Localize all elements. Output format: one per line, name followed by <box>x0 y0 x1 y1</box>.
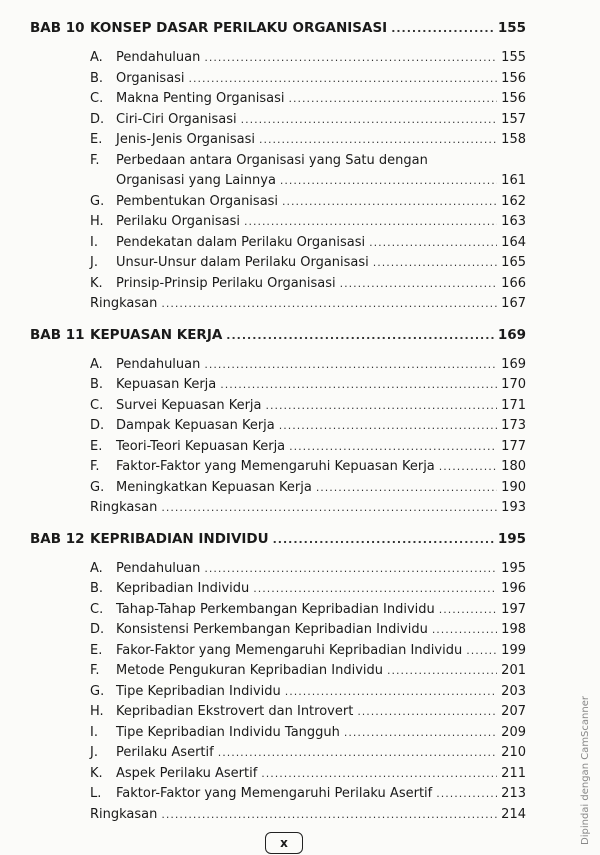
leader-dots <box>285 682 497 703</box>
list-item <box>30 723 526 744</box>
item-letter: G. <box>90 193 105 209</box>
leader-dots <box>289 437 497 458</box>
list-item <box>30 355 526 376</box>
item-title: Unsur-Unsur dalam Perilaku Organisasi <box>116 255 369 270</box>
leader-dots <box>282 192 497 213</box>
item-letter: H. <box>90 214 104 229</box>
item-letter: G. <box>90 683 105 699</box>
item-page: 163 <box>501 214 526 229</box>
leader-dots <box>161 294 497 315</box>
item-letter: C. <box>90 91 104 106</box>
summary-item <box>30 498 526 519</box>
summary-title: Ringkasan <box>90 296 158 311</box>
chapter-number: BAB 11 <box>30 326 85 343</box>
leader-dots <box>316 478 497 499</box>
item-letter: F. <box>90 663 100 678</box>
item-title: Organisasi <box>116 70 185 86</box>
leader-dots <box>280 171 497 192</box>
list-item <box>30 559 526 580</box>
item-title: Metode Pengukuran Kepribadian Individu <box>116 663 384 678</box>
leader-dots <box>220 375 497 396</box>
list-item <box>30 89 526 110</box>
item-page: 196 <box>501 581 526 596</box>
leader-dots <box>204 355 497 376</box>
leader-dots <box>266 396 498 417</box>
item-title: Makna Penting Organisasi <box>116 91 285 106</box>
item-page: 180 <box>501 459 526 474</box>
chapter-title: KEPUASAN KERJA <box>90 326 223 343</box>
list-item <box>30 579 526 600</box>
item-page: 164 <box>501 234 526 250</box>
item-page: 211 <box>501 765 526 781</box>
item-letter: A. <box>90 356 103 372</box>
item-page: 158 <box>501 132 526 147</box>
chapter-title: KONSEP DASAR PERILAKU ORGANISASI <box>90 20 388 36</box>
leader-dots <box>253 579 497 600</box>
chapter-heading <box>30 20 526 48</box>
leader-dots <box>344 723 497 744</box>
list-item <box>30 396 526 417</box>
leader-dots <box>273 533 494 546</box>
item-title: Aspek Perilaku Asertif <box>116 765 258 781</box>
list-item <box>30 212 526 233</box>
item-letter: C. <box>90 397 104 413</box>
summary-title: Ringkasan <box>90 806 158 822</box>
list-item <box>30 48 526 69</box>
list-item <box>30 437 526 458</box>
list-item <box>30 233 526 254</box>
item-letter: E. <box>90 438 103 454</box>
chapter-number: BAB 10 <box>30 20 85 36</box>
item-title: Pendahuluan <box>116 560 201 576</box>
item-page: 177 <box>501 438 526 454</box>
item-title: Perbedaan antara Organisasi yang Satu dengan <box>116 152 428 168</box>
leader-dots <box>241 110 498 131</box>
item-page: 170 <box>501 377 526 392</box>
chapter-page: 195 <box>497 530 526 547</box>
list-item <box>30 375 526 396</box>
item-page: 199 <box>501 642 526 658</box>
list-item <box>30 600 526 621</box>
chapter-10 <box>30 20 526 315</box>
item-title: Perilaku Asertif <box>116 745 214 760</box>
leader-dots <box>357 702 497 723</box>
item-letter: E. <box>90 132 103 147</box>
list-item <box>30 764 526 785</box>
item-page: 195 <box>501 560 526 576</box>
item-title: Kepuasan Kerja <box>116 377 217 392</box>
item-title: Meningkatkan Kepuasan Kerja <box>116 479 312 495</box>
item-title-continued: Organisasi yang Lainnya <box>116 173 276 188</box>
leader-dots <box>204 48 497 69</box>
item-letter: K. <box>90 765 103 781</box>
table-of-contents <box>30 20 526 825</box>
leader-dots <box>340 274 498 295</box>
item-letter: H. <box>90 704 104 719</box>
item-page: 156 <box>501 70 526 86</box>
list-item <box>30 69 526 90</box>
item-letter: I. <box>90 724 98 740</box>
list-item <box>30 274 526 295</box>
item-title: Ciri-Ciri Organisasi <box>116 111 237 127</box>
leader-dots <box>439 457 497 478</box>
item-title: Dampak Kepuasan Kerja <box>116 418 275 433</box>
item-page: 157 <box>501 111 526 127</box>
item-letter: G. <box>90 479 105 495</box>
item-title: Kepribadian Ekstrovert dan Introvert <box>116 704 354 719</box>
list-item <box>30 682 526 703</box>
list-item <box>30 620 526 641</box>
item-title: Pendahuluan <box>116 356 201 372</box>
item-page: 156 <box>501 91 526 106</box>
leader-dots <box>226 329 494 342</box>
item-page: 155 <box>501 50 526 65</box>
leader-dots <box>391 22 494 35</box>
item-title: Tipe Kepribadian Individu <box>116 683 281 699</box>
item-letter: I. <box>90 234 98 250</box>
list-item <box>30 416 526 437</box>
item-title: Pendahuluan <box>116 50 201 65</box>
leader-dots <box>289 89 498 110</box>
list-item <box>30 192 526 213</box>
item-title: Perilaku Organisasi <box>116 214 240 229</box>
item-title: Fakor-Faktor yang Memengaruhi Kepribadian Individu <box>116 642 463 658</box>
item-title: Prinsip-Prinsip Perilaku Organisasi <box>116 275 336 291</box>
item-page: 213 <box>501 786 526 801</box>
list-item <box>30 743 526 764</box>
leader-dots <box>373 253 497 274</box>
item-page: 161 <box>501 173 526 188</box>
item-title: Faktor-Faktor yang Memengaruhi Kepuasan Kerja <box>116 459 435 474</box>
item-letter: F. <box>90 459 100 474</box>
item-title: Pembentukan Organisasi <box>116 193 279 209</box>
item-title: Tipe Kepribadian Individu Tangguh <box>116 724 340 740</box>
item-letter: F. <box>90 152 100 168</box>
chapter-page: 169 <box>497 326 526 343</box>
leader-dots <box>279 416 497 437</box>
item-page: 197 <box>501 601 526 617</box>
page-number: x <box>265 832 303 854</box>
item-title: Jenis-Jenis Organisasi <box>116 132 256 147</box>
chapter-heading <box>30 531 526 559</box>
list-item <box>30 661 526 682</box>
leader-dots <box>432 620 497 641</box>
summary-page: 193 <box>501 500 526 515</box>
leader-dots <box>369 233 497 254</box>
item-letter: D. <box>90 111 105 127</box>
chapter-12 <box>30 531 526 826</box>
leader-dots <box>439 600 497 621</box>
item-title: Survei Kepuasan Kerja <box>116 397 262 413</box>
item-page: 169 <box>501 356 526 372</box>
summary-page: 167 <box>501 296 526 311</box>
item-title: Kepribadian Individu <box>116 581 250 596</box>
leader-dots <box>204 559 497 580</box>
item-letter: J. <box>90 255 98 270</box>
list-item <box>30 151 526 192</box>
leader-dots <box>244 212 497 233</box>
item-page: 207 <box>501 704 526 719</box>
leader-dots <box>387 661 497 682</box>
item-letter: A. <box>90 50 103 65</box>
item-page: 165 <box>501 255 526 270</box>
item-title: Teori-Teori Kepuasan Kerja <box>116 438 286 454</box>
item-letter: B. <box>90 70 104 86</box>
list-item <box>30 253 526 274</box>
item-letter: L. <box>90 786 102 801</box>
item-title: Faktor-Faktor yang Memengaruhi Perilaku Asertif <box>116 786 433 801</box>
leader-dots <box>436 784 497 805</box>
item-title: Konsistensi Perkembangan Kepribadian Individu <box>116 622 428 637</box>
item-letter: C. <box>90 601 104 617</box>
list-item <box>30 457 526 478</box>
item-page: 201 <box>501 663 526 678</box>
list-item <box>30 641 526 662</box>
summary-item <box>30 294 526 315</box>
leader-dots <box>161 805 497 826</box>
item-title: Tahap-Tahap Perkembangan Kepribadian Individu <box>116 601 435 617</box>
item-letter: D. <box>90 622 105 637</box>
list-item <box>30 110 526 131</box>
leader-dots <box>466 641 497 662</box>
chapter-heading <box>30 327 526 355</box>
item-letter: E. <box>90 642 103 658</box>
item-page: 166 <box>501 275 526 291</box>
leader-dots <box>218 743 497 764</box>
chapter-11 <box>30 327 526 519</box>
item-letter: J. <box>90 745 98 760</box>
chapter-title: KEPRIBADIAN INDIVIDU <box>90 530 269 547</box>
item-page: 198 <box>501 622 526 637</box>
leader-dots <box>259 130 497 151</box>
chapter-page: 155 <box>497 20 526 36</box>
summary-title: Ringkasan <box>90 500 158 515</box>
chapter-number: BAB 12 <box>30 530 85 547</box>
item-page: 210 <box>501 745 526 760</box>
summary-page: 214 <box>501 806 526 822</box>
item-letter: B. <box>90 377 104 392</box>
item-letter: A. <box>90 560 103 576</box>
item-letter: B. <box>90 581 104 596</box>
list-item <box>30 702 526 723</box>
leader-dots <box>161 498 497 519</box>
leader-dots <box>261 764 497 785</box>
list-item <box>30 784 526 805</box>
leader-dots <box>189 69 498 90</box>
item-letter: D. <box>90 418 105 433</box>
list-item <box>30 478 526 499</box>
item-title: Pendekatan dalam Perilaku Organisasi <box>116 234 366 250</box>
item-page: 173 <box>501 418 526 433</box>
item-page: 209 <box>501 724 526 740</box>
scanner-watermark: Dipindai dengan CamScanner <box>580 696 591 845</box>
item-page: 190 <box>501 479 526 495</box>
item-page: 171 <box>501 397 526 413</box>
list-item <box>30 130 526 151</box>
summary-item <box>30 805 526 826</box>
item-letter: K. <box>90 275 103 291</box>
item-page: 162 <box>501 193 526 209</box>
item-page: 203 <box>501 683 526 699</box>
